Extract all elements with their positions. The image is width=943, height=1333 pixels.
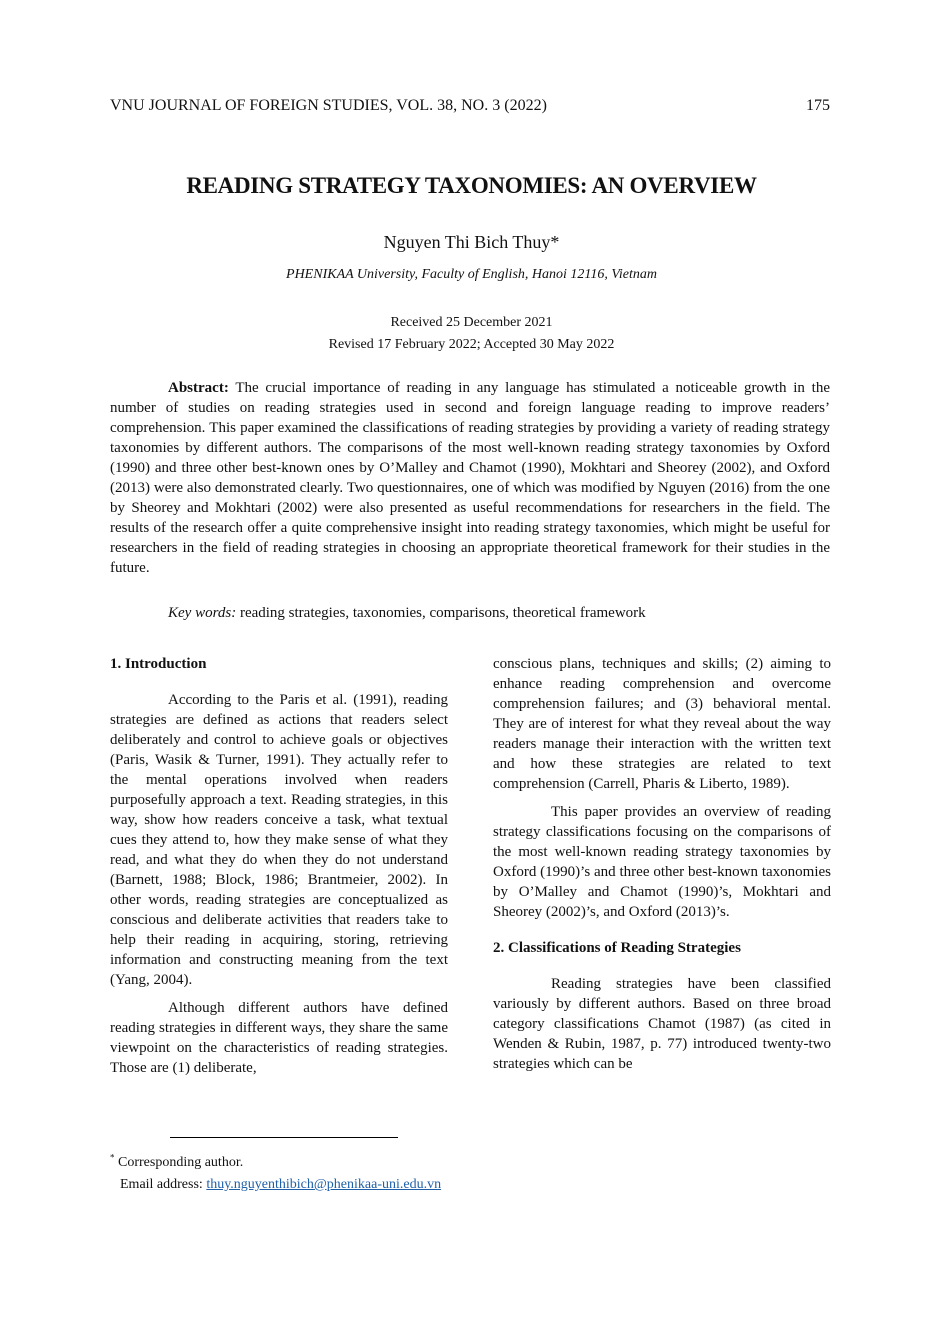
keywords-text: reading strategies, taxonomies, comparisons, theoretical framework <box>236 605 646 621</box>
left-column <box>110 654 448 1086</box>
section-heading-introduction: 1. Introduction <box>110 656 207 672</box>
email-label: Email address: <box>120 1177 207 1192</box>
article-title: READING STRATEGY TAXONOMIES: AN OVERVIEW <box>186 173 757 198</box>
corresponding-author-text: Corresponding author. <box>114 1155 244 1170</box>
running-header <box>110 96 830 116</box>
keywords <box>110 603 830 623</box>
abstract-paragraph <box>110 378 830 578</box>
page-number: 175 <box>806 97 830 114</box>
classifications-paragraph-1: Reading strategies have been classified variously by different authors. Based on three broad category classifications Chamot (1987) (as cited in Wenden & Rubin, 1987, p. 77) introduced twenty-two strategies which can be <box>493 976 831 1072</box>
author-affiliation: PHENIKAA University, Faculty of English, Hanoi 12116, Vietnam <box>286 267 657 282</box>
abstract-label: Abstract: <box>168 380 229 396</box>
footnote-divider <box>170 1137 398 1138</box>
journal-name: VNU JOURNAL OF FOREIGN STUDIES, VOL. 38, NO. 3 (2022) <box>110 97 547 114</box>
article-dates <box>0 312 943 356</box>
email-line <box>110 1174 610 1196</box>
intro-paragraph-2-start: Although different authors have defined reading strategies in different ways, they share the same viewpoint on the characteristics of reading strategies. Those are (1) deliberate, <box>110 1000 448 1076</box>
revised-accepted-date: Revised 17 February 2022; Accepted 30 May 2022 <box>328 337 615 352</box>
email-link[interactable]: thuy.nguyenthibich@phenikaa-uni.edu.vn <box>206 1177 442 1192</box>
footnote-mark: * <box>110 1152 115 1163</box>
footnote <box>110 1152 610 1196</box>
section-heading-classifications: 2. Classifications of Reading Strategies <box>493 940 741 956</box>
intro-paragraph-3: This paper provides an overview of reading strategy classifications focusing on the comparisons of the most well-known reading strategy taxonomies by Oxford (1990)’s and three other best-known taxonomies by O’Malley and Chamot (1990)’s, Mokhtari and Sheorey (2002)’s, and Oxford (2013)’s. <box>493 804 831 920</box>
intro-paragraph-1: According to the Paris et al. (1991), reading strategies are defined as actions that readers select deliberately and control to achieve goals or objectives (Paris, Wasik & Turner, 1991). They actually refer to the mental operations involved when readers purposefully approach a text. Reading strategies, in this way, show how readers conceive a task, what textual cues they attend to, how they make sense of what they read, and what they do when they do not understand (Barnett, 1988; Block, 1986; Brantmeier, 2002). In other words, reading strategies are conceptualized as conscious and deliberate activities that readers take to help their reading in acquiring, storing, retrieving information and constructing meaning from the text (Yang, 2004). <box>110 692 448 988</box>
intro-paragraph-2-continued: conscious plans, techniques and skills; (2) aiming to enhance reading comprehension and overcome comprehension failures; and (3) behavioral mental. They are of interest for what they reveal about the way readers manage their interaction with the written text and how these strategies are related to text comprehension (Carrell, Pharis & Liberto, 1989). <box>493 656 831 792</box>
right-column <box>493 654 831 1082</box>
received-date: Received 25 December 2021 <box>390 315 553 330</box>
abstract <box>110 378 830 578</box>
abstract-text: The crucial importance of reading in any language has stimulated a noticeable growth in the number of studies on reading strategies used in second and foreign language reading to improve readers’ comprehension. This paper examined the classifications of reading strategies by providing a variety of reading strategy taxonomies by different authors. The comparisons of the most well-known reading strategy taxonomies by Oxford (1990) and three other best-known ones by O’Malley and Chamot (1990), Mokhtari and Sheorey (2002), and Oxford (2013) were also demonstrated clearly. Two questionnaires, one of which was modified by Nguyen (2016) from the one by Sheorey and Mokhtari (2002) were also presented as useful recommendations for researchers in the field. The results of the research offer a quite comprehensive insight into reading strategy taxonomies, which might be useful for researchers in the field of reading strategies in choosing an appropriate theoretical framework for their studies in the future. <box>110 380 830 576</box>
keywords-label: Key words: <box>168 605 237 621</box>
author-name: Nguyen Thi Bich Thuy* <box>383 232 560 252</box>
corresponding-author-note <box>110 1152 610 1174</box>
